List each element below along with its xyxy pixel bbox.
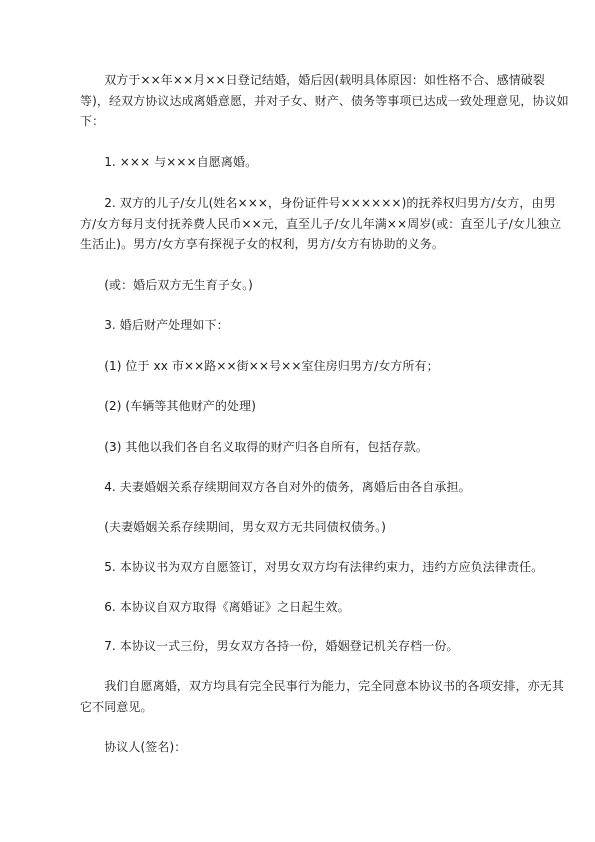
intro-paragraph: 双方于××年××月××日登记结婚，婚后因(载明具体原因：如性格不合、感情破裂等)，经双方协议达成离婚意愿，并对子女、财产、债务等事项已达成一致处理意见，协议如下：	[80, 73, 569, 128]
signature-line: 协议人(签名)：	[80, 740, 187, 754]
clause-3-3-paragraph: (3) 其他以我们各自名义取得的财产归各自所有，包括存款。	[80, 440, 428, 454]
clause-3-1-paragraph: (1) 位于 xx 市××路××街××号××室住房归男方/女方所有；	[80, 359, 439, 373]
clause-3-paragraph: 3. 婚后财产处理如下：	[80, 318, 229, 332]
clause-6-paragraph: 6. 本协议自双方取得《离婚证》之日起生效。	[80, 600, 350, 614]
clause-2-paragraph: 2. 双方的儿子/女儿(姓名×××，身份证件号××××××)的抚养权归男方/女方，由男方/女方每月支付抚养费人民币××元，直至儿子/女儿年满××周岁(或：直至儿子/女儿独立生活止)。男方/女方享有探视子女的权利，男方/女方有协助的义务。	[80, 196, 562, 251]
clause-3-2-paragraph: (2) (车辆等其他财产的处理)	[80, 399, 256, 413]
clause-1-paragraph: 1. ××× 与×××自愿离婚。	[80, 155, 258, 169]
clause-2-alt-paragraph: (或：婚后双方无生育子女。)	[80, 278, 253, 292]
clause-5-paragraph: 5. 本协议书为双方自愿签订，对男女双方均有法律约束力，违约方应负法律责任。	[80, 560, 544, 574]
clause-4-paragraph: 4. 夫妻婚姻关系存续期间双方各自对外的债务，离婚后由各自承担。	[80, 480, 471, 494]
declaration-paragraph: 我们自愿离婚，双方均具有完全民事行为能力，完全同意本协议书的各项安排，亦无其它不同意见。	[80, 679, 565, 714]
clause-4-alt-paragraph: (夫妻婚姻关系存续期间，男女双方无共同债权债务。)	[80, 520, 387, 534]
clause-7-paragraph: 7. 本协议一式三份，男女双方各持一份，婚姻登记机关存档一份。	[80, 639, 459, 653]
